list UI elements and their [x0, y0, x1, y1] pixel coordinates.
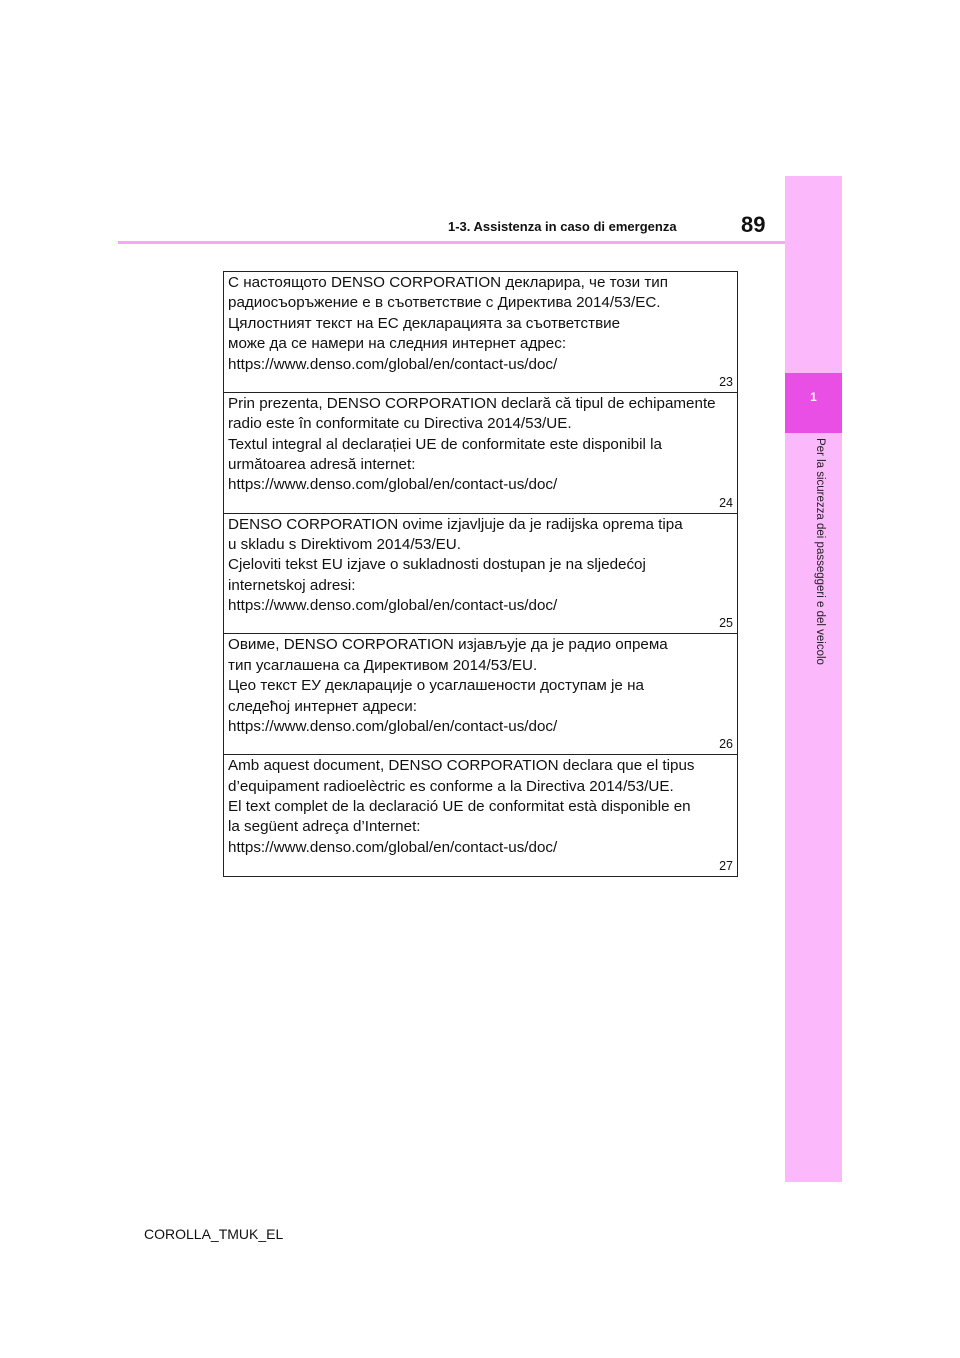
declaration-table	[223, 271, 738, 877]
section-title: 1-3. Assistenza in caso di emergenza	[448, 219, 677, 234]
declaration-line: Цялостният текст на ЕС декларацията за съответствие	[228, 314, 621, 332]
declaration-text	[228, 515, 733, 617]
declaration-line: DENSO CORPORATION ovime izjavljuje da je radijska oprema tipa	[228, 515, 683, 533]
declaration-line: Овиме, DENSO CORPORATION изјављује да је радио опрема	[228, 636, 668, 654]
declaration-text	[228, 394, 733, 496]
declaration-number: 25	[719, 616, 733, 631]
declaration-line: El text complet de la declaració UE de conformitat està disponible en	[228, 798, 691, 815]
declaration-text	[228, 756, 733, 858]
declaration-line: d’equipament radioelèctric es conforme a la Directiva 2014/53/UE.	[228, 777, 674, 795]
declaration-line: radio este în conformitate cu Directiva 2014/53/UE.	[228, 415, 572, 433]
declaration-line: може да се намери на следния интернет адрес:	[228, 335, 567, 353]
declaration-url: https://www.denso.com/global/en/contact-us/doc/	[228, 355, 558, 373]
declaration-url: https://www.denso.com/global/en/contact-us/doc/	[228, 838, 558, 856]
declaration-line: следећој интернет адреси:	[228, 697, 417, 715]
declaration-block	[224, 755, 737, 876]
declaration-number: 23	[719, 374, 733, 389]
footer-doc-code: COROLLA_TMUK_EL	[144, 1226, 284, 1242]
declaration-line: internetskoj adresi:	[228, 576, 356, 594]
chapter-title: Per la sicurezza dei passeggeri e del veicolo	[814, 438, 826, 665]
declaration-block	[224, 393, 737, 514]
declaration-line: Amb aquest document, DENSO CORPORATION declara que el tipus	[228, 757, 695, 775]
declaration-line: Цео текст ЕУ декларације о усаглашености доступам је на	[228, 677, 644, 695]
declaration-block	[224, 634, 737, 755]
chapter-side-tab	[785, 176, 842, 1182]
page-number: 89	[741, 212, 766, 237]
declaration-text	[228, 273, 733, 375]
declaration-line: тип усаглашена са Директивом 2014/53/EU.	[228, 656, 538, 674]
declaration-line: Textul integral al declarației UE de conformitate este disponibil la	[228, 435, 662, 453]
declaration-line: радиосъоръжение е в съответствие с Директива 2014/53/ЕС.	[228, 294, 661, 312]
declaration-line: la següent adreça d’Internet:	[228, 818, 421, 836]
declaration-number: 27	[719, 858, 733, 873]
declaration-number: 24	[719, 495, 733, 510]
header-divider	[118, 241, 785, 244]
declaration-line: următoarea adresă internet:	[228, 456, 416, 474]
declaration-number: 26	[719, 737, 733, 752]
declaration-line: u skladu s Direktivom 2014/53/EU.	[228, 536, 461, 553]
chapter-number: 1	[810, 390, 817, 404]
declaration-url: https://www.denso.com/global/en/contact-us/doc/	[228, 476, 558, 494]
declaration-url: https://www.denso.com/global/en/contact-us/doc/	[228, 718, 558, 736]
declaration-line: С настоящото DENSO CORPORATION декларира, че този тип	[228, 274, 669, 291]
declaration-text	[228, 635, 733, 737]
declaration-block	[224, 272, 737, 393]
declaration-line: Prin prezenta, DENSO CORPORATION declară că tipul de echipamente	[228, 394, 716, 412]
declaration-line: Cjeloviti tekst EU izjave o sukladnosti dostupan je na sljedećoj	[228, 556, 646, 574]
declaration-block	[224, 514, 737, 635]
declaration-url: https://www.denso.com/global/en/contact-us/doc/	[228, 597, 558, 615]
